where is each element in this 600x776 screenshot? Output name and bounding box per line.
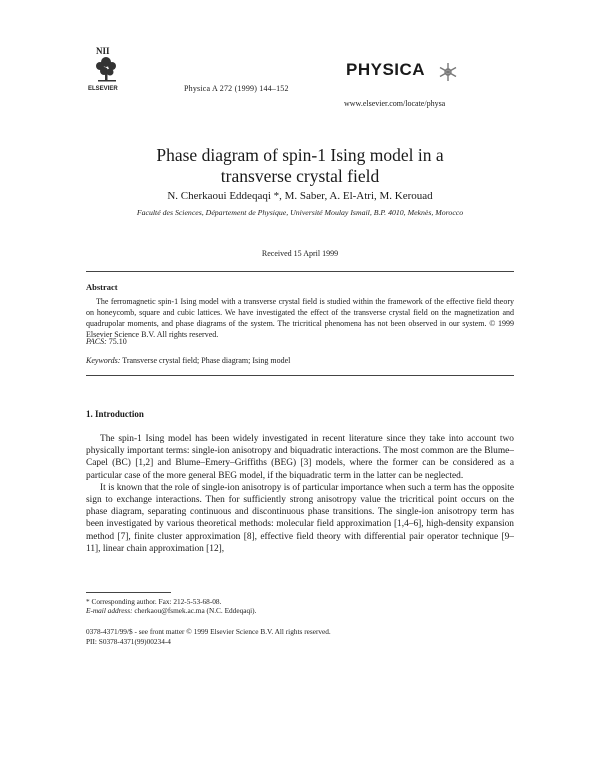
title-line-1: Phase diagram of spin-1 Ising model in a	[156, 145, 444, 165]
title-line-2: transverse crystal field	[220, 166, 380, 186]
pacs-line	[86, 337, 127, 346]
email-footnote	[86, 606, 256, 615]
abstract-paragraph: The ferromagnetic spin-1 Ising model with a transverse crystal field is studied within the framework of the effective field theory on honeycomb, square and cubic lattices. We have investigated the effect of the transverse crystal field on the magnetization and quadrupolar moments, and phase diagrams of the system. The tricritical phenomena has not been observed in our system. © 1999 Elsevier Science B.V. All rights reserved.	[86, 297, 514, 340]
publisher-logo	[86, 44, 130, 92]
article-title	[80, 145, 520, 187]
email-address: cherkaou@fsmek.ac.ma (N.C. Eddeqaqi).	[134, 606, 257, 615]
footnote-rule	[86, 592, 171, 593]
journal-url: www.elsevier.com/locate/physa	[344, 99, 446, 108]
logo-text: NII	[96, 46, 110, 56]
abstract-bottom-rule	[86, 375, 514, 376]
elsevier-tree-icon	[86, 44, 130, 92]
journal-name: PHYSICA	[346, 60, 426, 79]
keywords-label: Keywords:	[86, 356, 121, 365]
abstract-top-rule	[86, 271, 514, 272]
affiliation: Faculté des Sciences, Département de Physique, Université Moulay Ismail, B.P. 4010, Meknès, Morocco	[136, 208, 464, 217]
introduction-paragraph-2: It is known that the role of single-ion anisotropy is of particular importance when such a term has the opposite sign to exchange interactions. Then for sufficiently strong anisotropy value the tricritical point occurs on the phase diagram, separating continuous and discontinuous phase transitions. The single-ion anisotropy term has been investigated by various theoretical methods: molecular field approximation [1,4–6], high-density expansion method [7], finite cluster approximation [8], effective field theory with differential pair operator technique [9–11], linear chain approximation [12],	[86, 482, 514, 554]
keywords-value: Transverse crystal field; Phase diagram; Ising model	[122, 356, 291, 365]
snowflake-icon	[438, 62, 458, 82]
keywords-line	[86, 356, 290, 365]
pacs-label: PACS:	[86, 337, 107, 346]
email-label: E-mail address:	[86, 606, 133, 615]
corresponding-author-footnote: * Corresponding author. Fax: 212-5-53-68-08.	[86, 597, 222, 606]
copyright-line: 0378-4371/99/$ - see front matter © 1999 Elsevier Science B.V. All rights reserved.	[86, 627, 331, 636]
logo-subtext: ELSEVIER	[88, 86, 118, 92]
author-list: N. Cherkaoui Eddeqaqi *, M. Saber, A. El-Atri, M. Kerouad	[167, 190, 433, 202]
journal-reference: Physica A 272 (1999) 144–152	[184, 84, 289, 93]
abstract-text	[86, 296, 514, 340]
abstract-heading: Abstract	[86, 282, 118, 292]
received-date: Received 15 April 1999	[261, 249, 339, 258]
journal-logo	[346, 58, 474, 84]
pii-line: PII: S0378-4371(99)00234-4	[86, 637, 171, 646]
introduction-body	[86, 433, 514, 555]
pacs-value: 75.10	[108, 337, 127, 346]
section-heading-introduction: 1. Introduction	[86, 409, 144, 419]
introduction-paragraph-1: The spin-1 Ising model has been widely investigated in recent literature since they take into account two physically important terms: single-ion anisotropy and biquadratic interactions. The most common are the Blume–Capel (BC) [1,2] and Blume–Emery–Griffiths (BEG) [3] models, where the former can be considered as a particular case of the more general BEG model, if the biquadratic term in the latter can be neglected.	[86, 434, 514, 481]
